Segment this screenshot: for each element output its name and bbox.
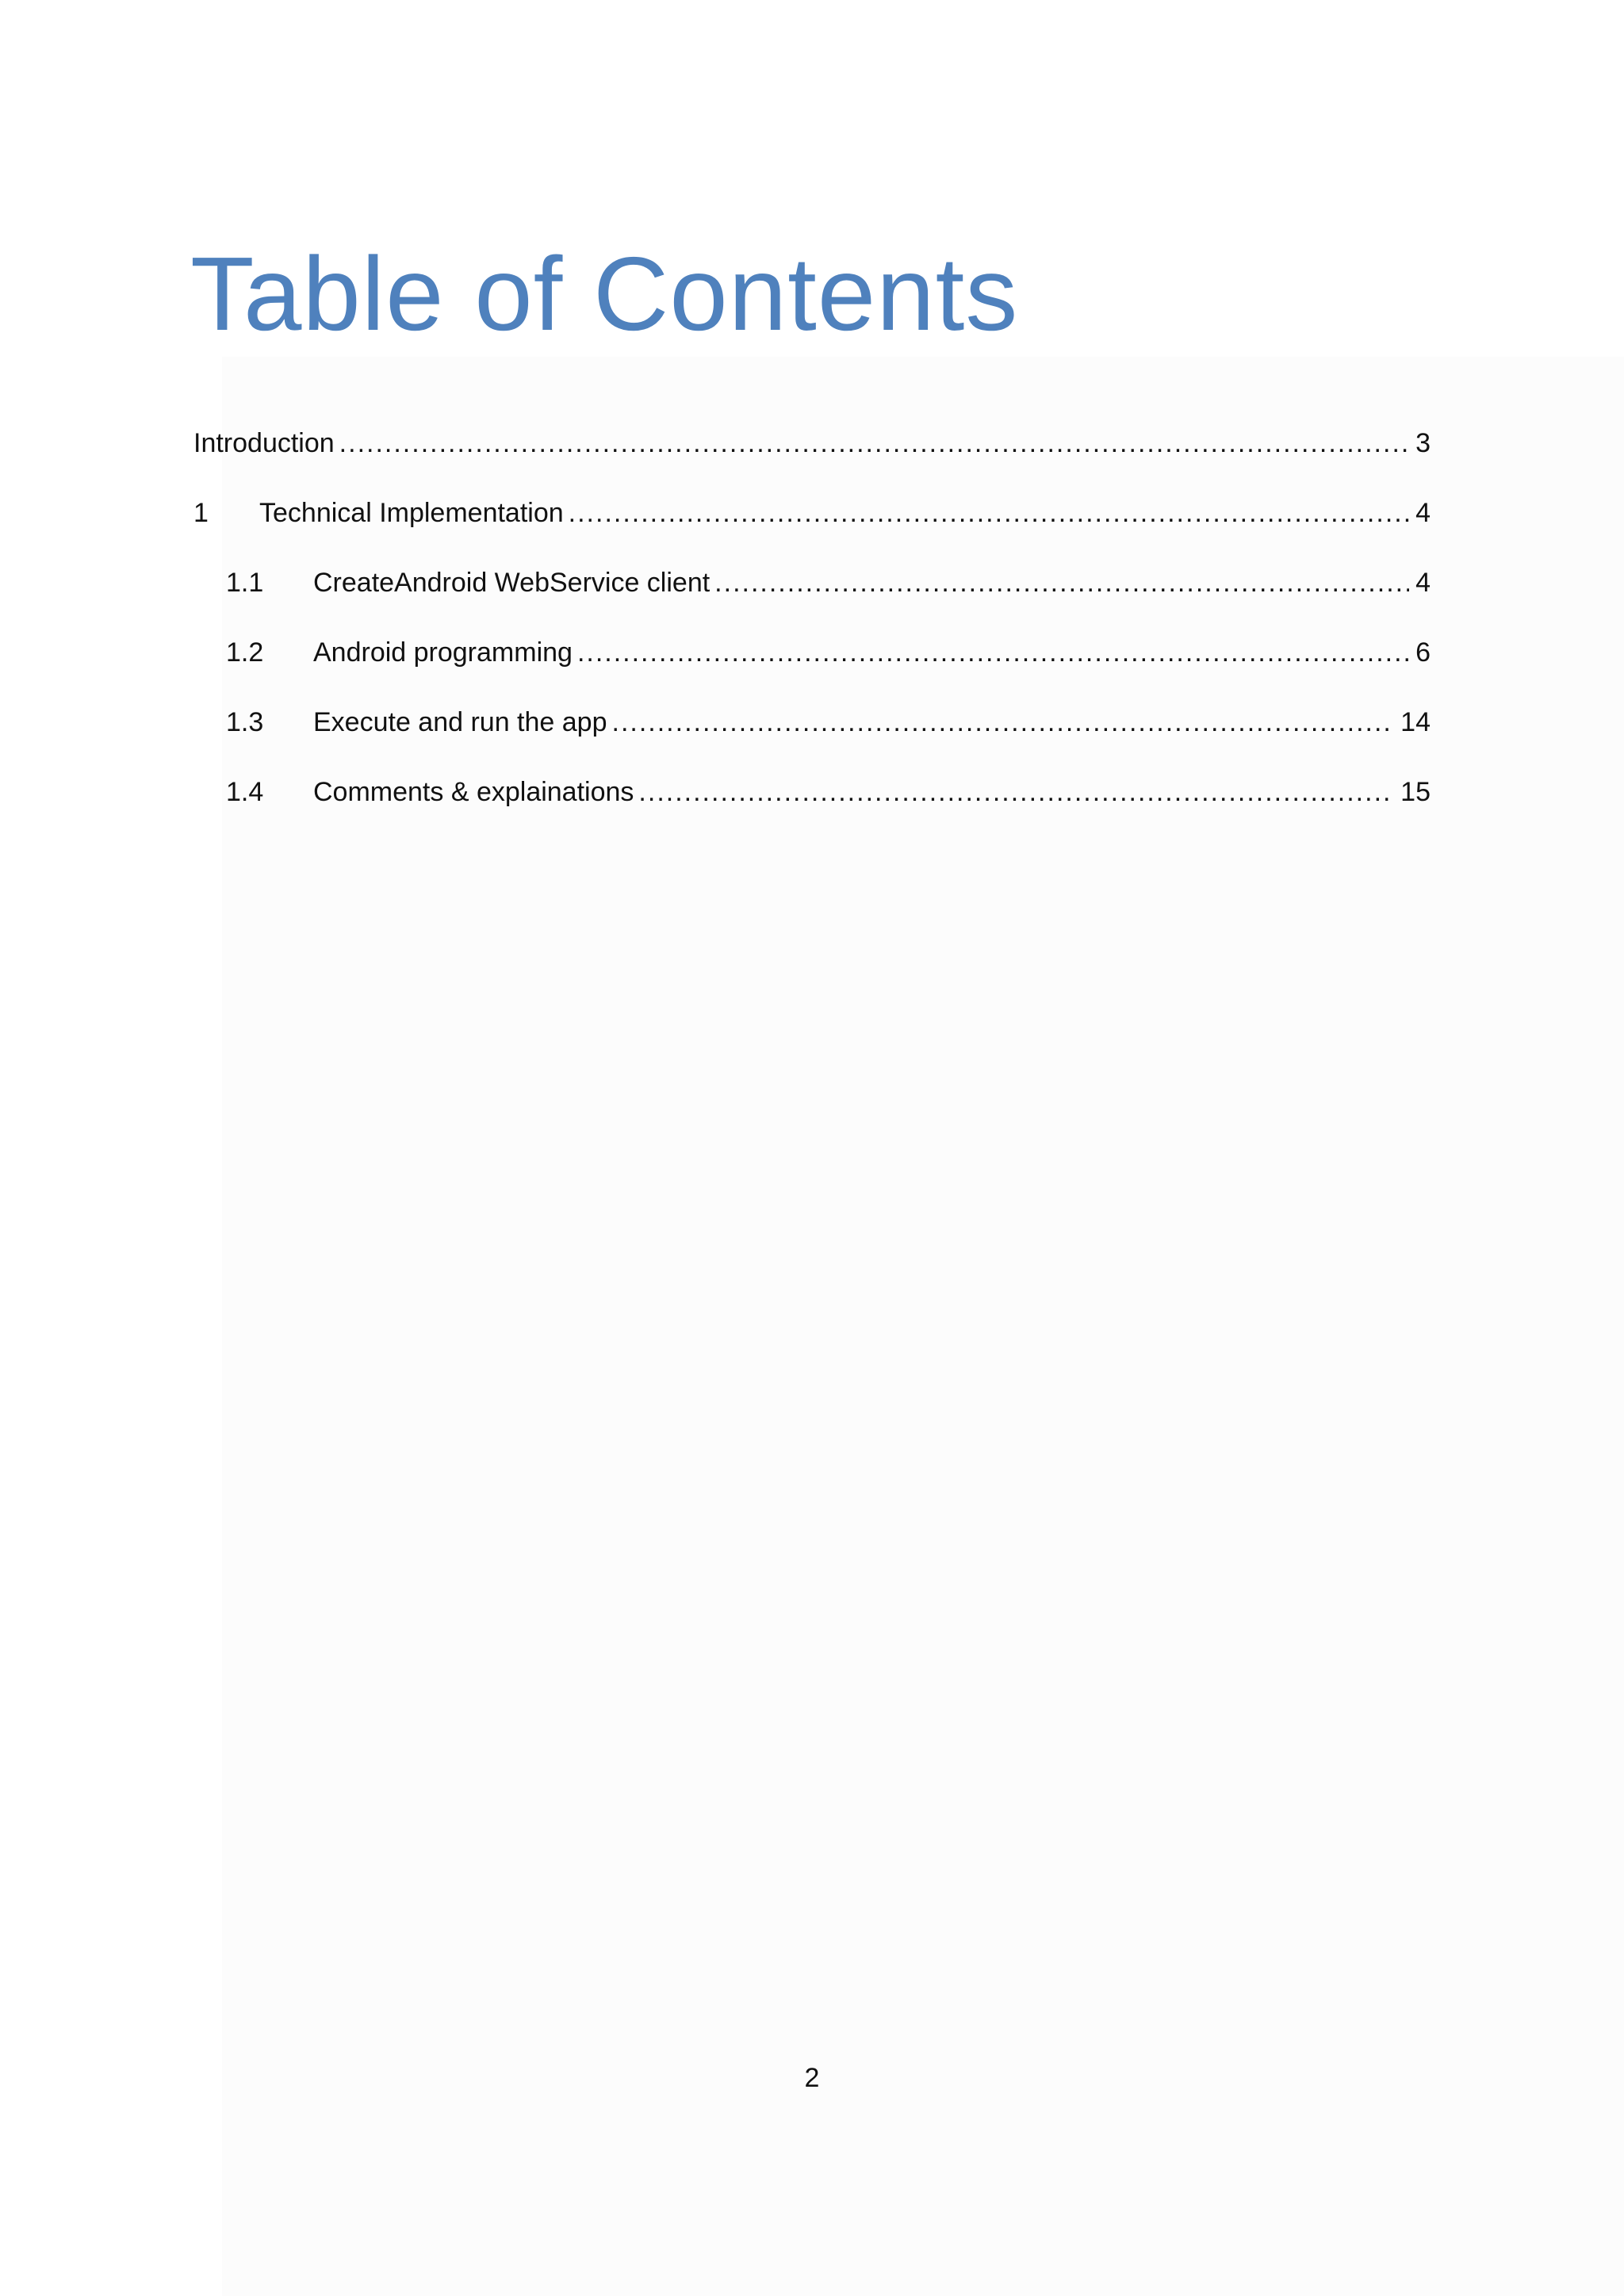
toc-entry-page: 6 bbox=[1415, 637, 1431, 668]
toc-entry-technical-implementation[interactable] bbox=[193, 498, 1431, 568]
toc-entry-page: 15 bbox=[1400, 777, 1431, 807]
toc-entry-number: 1.4 bbox=[226, 777, 264, 807]
toc-entry-number: 1.2 bbox=[226, 637, 264, 668]
toc-dot-leader bbox=[569, 498, 1409, 529]
toc-entry-label: Execute and run the app bbox=[313, 707, 607, 737]
toc-entry-create-android-webservice-client[interactable] bbox=[193, 568, 1431, 637]
toc-entry-number: 1.1 bbox=[226, 568, 264, 598]
toc-entry-introduction[interactable] bbox=[193, 428, 1431, 498]
toc-dot-leader bbox=[339, 428, 1409, 459]
toc-entry-execute-and-run[interactable] bbox=[193, 707, 1431, 777]
toc-entry-number: 1 bbox=[193, 498, 209, 528]
toc-entry-number: 1.3 bbox=[226, 707, 264, 737]
toc-entry-label: Introduction bbox=[193, 428, 335, 458]
toc-entry-label: Android programming bbox=[313, 637, 573, 668]
page-number: 2 bbox=[804, 2063, 820, 2093]
toc-entry-page: 3 bbox=[1415, 428, 1431, 458]
toc-entry-label: CreateAndroid WebService client bbox=[313, 568, 710, 598]
toc-entry-label: Comments & explainations bbox=[313, 777, 634, 807]
toc-dot-leader bbox=[714, 568, 1409, 599]
toc-entry-label: Technical Implementation bbox=[259, 498, 564, 528]
toc-dot-leader bbox=[577, 637, 1409, 668]
toc-entry-page: 4 bbox=[1415, 568, 1431, 598]
table-of-contents bbox=[193, 428, 1431, 847]
toc-entry-page: 14 bbox=[1400, 707, 1431, 737]
toc-dot-leader bbox=[638, 777, 1394, 808]
toc-title: Table of Contents bbox=[190, 235, 1019, 352]
toc-entry-android-programming[interactable] bbox=[193, 637, 1431, 707]
toc-entry-comments-explanations[interactable] bbox=[193, 777, 1431, 847]
toc-entry-page: 4 bbox=[1415, 498, 1431, 528]
toc-dot-leader bbox=[612, 707, 1395, 738]
